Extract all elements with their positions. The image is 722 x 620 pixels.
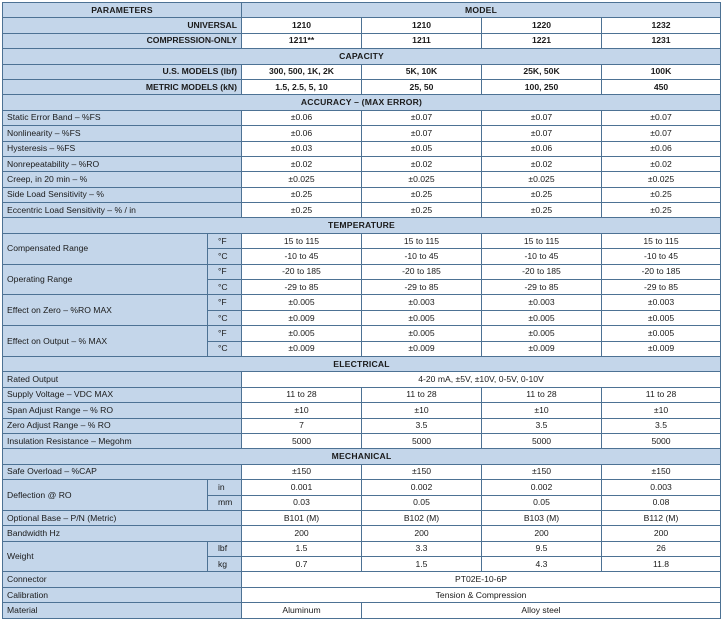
accuracy-section: [3, 95, 721, 110]
accuracy-row: [3, 172, 721, 187]
row-value: 11 to 28: [362, 387, 482, 402]
row-value: -20 to 185: [602, 264, 721, 279]
row-value: -20 to 185: [362, 264, 482, 279]
capacity-us-value: 5K, 10K: [362, 64, 482, 79]
capacity-metric-row: [3, 79, 721, 94]
row-value: ±0.25: [362, 187, 482, 202]
electrical-row: [3, 433, 721, 448]
electrical-row: [3, 418, 721, 433]
row-value: 0.002: [482, 480, 602, 495]
mechanical-row: [3, 572, 721, 587]
row-value: 0.05: [482, 495, 602, 510]
row-value: ±0.25: [602, 187, 721, 202]
row-value: ±0.07: [362, 110, 482, 125]
row-value: ±0.005: [362, 310, 482, 325]
row-value: 200: [242, 526, 362, 541]
row-value: ±0.06: [242, 110, 362, 125]
row-value: ±0.05: [362, 141, 482, 156]
unit-label: °C: [208, 249, 242, 264]
row-value: ±150: [242, 464, 362, 479]
capacity-metric-label: METRIC MODELS (kN): [3, 79, 242, 94]
row-value: ±150: [482, 464, 602, 479]
row-value: B112 (M): [602, 510, 721, 525]
row-value: ±0.07: [362, 126, 482, 141]
accuracy-row: [3, 110, 721, 125]
row-value: -20 to 185: [242, 264, 362, 279]
electrical-row: [3, 387, 721, 402]
compression-value: 1211: [362, 33, 482, 48]
capacity-us-value: 100K: [602, 64, 721, 79]
row-value: ±0.009: [242, 341, 362, 356]
row-value: -29 to 85: [602, 280, 721, 295]
capacity-metric-value: 25, 50: [362, 79, 482, 94]
row-value: 1.5: [362, 557, 482, 572]
row-label: Hysteresis – %FS: [3, 141, 242, 156]
row-label: Span Adjust Range – % RO: [3, 403, 242, 418]
row-label: Bandwidth Hz: [3, 526, 242, 541]
row-value: ±0.009: [602, 341, 721, 356]
row-value: 11 to 28: [242, 387, 362, 402]
row-value: 15 to 115: [602, 233, 721, 248]
row-value: 200: [362, 526, 482, 541]
row-value: ±0.07: [482, 110, 602, 125]
row-label: Operating Range: [3, 264, 208, 295]
unit-label: °C: [208, 310, 242, 325]
row-value: ±0.025: [602, 172, 721, 187]
mechanical-row: [3, 510, 721, 525]
row-value: ±10: [602, 403, 721, 418]
row-label: Safe Overload – %CAP: [3, 464, 242, 479]
header-row: [3, 3, 721, 18]
row-value: ±0.07: [602, 110, 721, 125]
compression-row: [3, 33, 721, 48]
row-value: ±0.003: [602, 295, 721, 310]
row-value: 9.5: [482, 541, 602, 556]
row-value: 0.7: [242, 557, 362, 572]
row-value: ±0.07: [602, 126, 721, 141]
temperature-row: [3, 295, 721, 310]
row-label: Creep, in 20 min – %: [3, 172, 242, 187]
row-value: ±0.003: [362, 295, 482, 310]
row-value: -10 to 45: [482, 249, 602, 264]
row-value: ±0.25: [242, 187, 362, 202]
row-value: B102 (M): [362, 510, 482, 525]
universal-value: 1220: [482, 18, 602, 33]
row-value: ±0.003: [482, 295, 602, 310]
unit-label: lbf: [208, 541, 242, 556]
accuracy-title: ACCURACY – (MAX ERROR): [3, 95, 721, 110]
row-value: 0.003: [602, 480, 721, 495]
row-value: ±10: [482, 403, 602, 418]
row-value: ±0.02: [482, 156, 602, 171]
row-value: 11.8: [602, 557, 721, 572]
temperature-row: [3, 233, 721, 248]
electrical-title: ELECTRICAL: [3, 356, 721, 371]
mechanical-row: [3, 541, 721, 556]
row-value: 3.5: [362, 418, 482, 433]
row-label: Eccentric Load Sensitivity – % / in: [3, 203, 242, 218]
row-value: ±0.025: [482, 172, 602, 187]
row-value: 3.5: [602, 418, 721, 433]
row-value: Tension & Compression: [242, 587, 721, 602]
row-value: -29 to 85: [362, 280, 482, 295]
compression-label: COMPRESSION-ONLY: [3, 33, 242, 48]
mechanical-row: [3, 587, 721, 602]
row-value: ±0.25: [362, 203, 482, 218]
universal-row: [3, 18, 721, 33]
row-value: -29 to 85: [482, 280, 602, 295]
row-value: -10 to 45: [602, 249, 721, 264]
row-value: ±0.025: [362, 172, 482, 187]
row-value: 5000: [242, 433, 362, 448]
capacity-title: CAPACITY: [3, 49, 721, 64]
mechanical-row: [3, 480, 721, 495]
mechanical-section: [3, 449, 721, 464]
row-label: Supply Voltage – VDC MAX: [3, 387, 242, 402]
row-label: Rated Output: [3, 372, 242, 387]
row-value: 200: [482, 526, 602, 541]
row-value: ±0.005: [242, 295, 362, 310]
row-value: ±0.02: [242, 156, 362, 171]
row-value: ±10: [242, 403, 362, 418]
universal-value: 1210: [242, 18, 362, 33]
mechanical-title: MECHANICAL: [3, 449, 721, 464]
row-value: ±0.005: [242, 326, 362, 341]
row-value: 11 to 28: [602, 387, 721, 402]
row-label: Weight: [3, 541, 208, 572]
unit-label: in: [208, 480, 242, 495]
row-value: ±0.005: [602, 310, 721, 325]
row-value: 3.5: [482, 418, 602, 433]
capacity-us-label: U.S. MODELS (lbf): [3, 64, 242, 79]
compression-value: 1221: [482, 33, 602, 48]
row-value: 5000: [362, 433, 482, 448]
row-label: Nonlinearity – %FS: [3, 126, 242, 141]
capacity-us-row: [3, 64, 721, 79]
capacity-us-value: 25K, 50K: [482, 64, 602, 79]
temperature-section: [3, 218, 721, 233]
row-value: 0.03: [242, 495, 362, 510]
row-value: ±0.009: [362, 341, 482, 356]
row-value: 11 to 28: [482, 387, 602, 402]
unit-label: kg: [208, 557, 242, 572]
row-label: Side Load Sensitivity – %: [3, 187, 242, 202]
row-value: -29 to 85: [242, 280, 362, 295]
row-value: ±0.025: [242, 172, 362, 187]
row-value: ±0.25: [602, 203, 721, 218]
mechanical-row: [3, 526, 721, 541]
row-value: B101 (M): [242, 510, 362, 525]
row-value: 7: [242, 418, 362, 433]
row-value: ±0.06: [482, 141, 602, 156]
row-label: Zero Adjust Range – % RO: [3, 418, 242, 433]
unit-label: °F: [208, 233, 242, 248]
universal-label: UNIVERSAL: [3, 18, 242, 33]
universal-value: 1210: [362, 18, 482, 33]
row-value: ±0.009: [242, 310, 362, 325]
mechanical-row: [3, 603, 721, 618]
row-label: Effect on Output – % MAX: [3, 326, 208, 357]
row-value: 200: [602, 526, 721, 541]
unit-label: °F: [208, 295, 242, 310]
row-value: ±0.02: [362, 156, 482, 171]
row-value: ±0.005: [482, 310, 602, 325]
mechanical-row: [3, 464, 721, 479]
row-value: 0.05: [362, 495, 482, 510]
universal-value: 1232: [602, 18, 721, 33]
row-value: ±0.02: [602, 156, 721, 171]
capacity-us-value: 300, 500, 1K, 2K: [242, 64, 362, 79]
row-value: Alloy steel: [362, 603, 721, 618]
row-value: ±0.06: [602, 141, 721, 156]
temperature-title: TEMPERATURE: [3, 218, 721, 233]
spec-table: [2, 2, 721, 619]
row-value: Aluminum: [242, 603, 362, 618]
unit-label: mm: [208, 495, 242, 510]
capacity-metric-value: 450: [602, 79, 721, 94]
row-value: -20 to 185: [482, 264, 602, 279]
unit-label: °F: [208, 264, 242, 279]
row-value: ±150: [362, 464, 482, 479]
row-label: Static Error Band – %FS: [3, 110, 242, 125]
temperature-row: [3, 264, 721, 279]
row-value: 5000: [602, 433, 721, 448]
unit-label: °C: [208, 341, 242, 356]
compression-value: 1211**: [242, 33, 362, 48]
row-value: ±0.03: [242, 141, 362, 156]
row-label: Optional Base – P/N (Metric): [3, 510, 242, 525]
row-label: Material: [3, 603, 242, 618]
parameters-header: PARAMETERS: [3, 3, 242, 18]
electrical-row: [3, 403, 721, 418]
row-value: 15 to 115: [362, 233, 482, 248]
capacity-section: [3, 49, 721, 64]
electrical-section: [3, 356, 721, 371]
row-value: PT02E-10-6P: [242, 572, 721, 587]
row-value: ±0.25: [482, 203, 602, 218]
accuracy-row: [3, 187, 721, 202]
row-value: 0.002: [362, 480, 482, 495]
row-value: 26: [602, 541, 721, 556]
accuracy-row: [3, 126, 721, 141]
row-label: Calibration: [3, 587, 242, 602]
row-value: 1.5: [242, 541, 362, 556]
electrical-row: [3, 372, 721, 387]
row-value: 15 to 115: [242, 233, 362, 248]
row-value: ±0.005: [602, 326, 721, 341]
row-label: Deflection @ RO: [3, 480, 208, 511]
accuracy-row: [3, 141, 721, 156]
row-label: Compensated Range: [3, 233, 208, 264]
capacity-metric-value: 100, 250: [482, 79, 602, 94]
row-value: -10 to 45: [362, 249, 482, 264]
row-value: ±0.07: [482, 126, 602, 141]
row-value: 3.3: [362, 541, 482, 556]
row-value: ±0.005: [362, 326, 482, 341]
capacity-metric-value: 1.5, 2.5, 5, 10: [242, 79, 362, 94]
row-value: B103 (M): [482, 510, 602, 525]
row-value: 4.3: [482, 557, 602, 572]
row-value: ±150: [602, 464, 721, 479]
accuracy-row: [3, 203, 721, 218]
temperature-row: [3, 326, 721, 341]
row-value: 0.08: [602, 495, 721, 510]
row-value: 4-20 mA, ±5V, ±10V, 0-5V, 0-10V: [242, 372, 721, 387]
accuracy-row: [3, 156, 721, 171]
row-value: 5000: [482, 433, 602, 448]
row-value: ±0.06: [242, 126, 362, 141]
row-value: ±10: [362, 403, 482, 418]
row-value: 15 to 115: [482, 233, 602, 248]
row-label: Connector: [3, 572, 242, 587]
row-label: Nonrepeatability – %RO: [3, 156, 242, 171]
row-value: ±0.009: [482, 341, 602, 356]
unit-label: °C: [208, 280, 242, 295]
row-value: ±0.005: [482, 326, 602, 341]
compression-value: 1231: [602, 33, 721, 48]
model-header: MODEL: [242, 3, 721, 18]
row-label: Effect on Zero – %RO MAX: [3, 295, 208, 326]
row-value: ±0.25: [242, 203, 362, 218]
unit-label: °F: [208, 326, 242, 341]
row-value: -10 to 45: [242, 249, 362, 264]
row-value: ±0.25: [482, 187, 602, 202]
row-value: 0.001: [242, 480, 362, 495]
row-label: Insulation Resistance – Megohm: [3, 433, 242, 448]
